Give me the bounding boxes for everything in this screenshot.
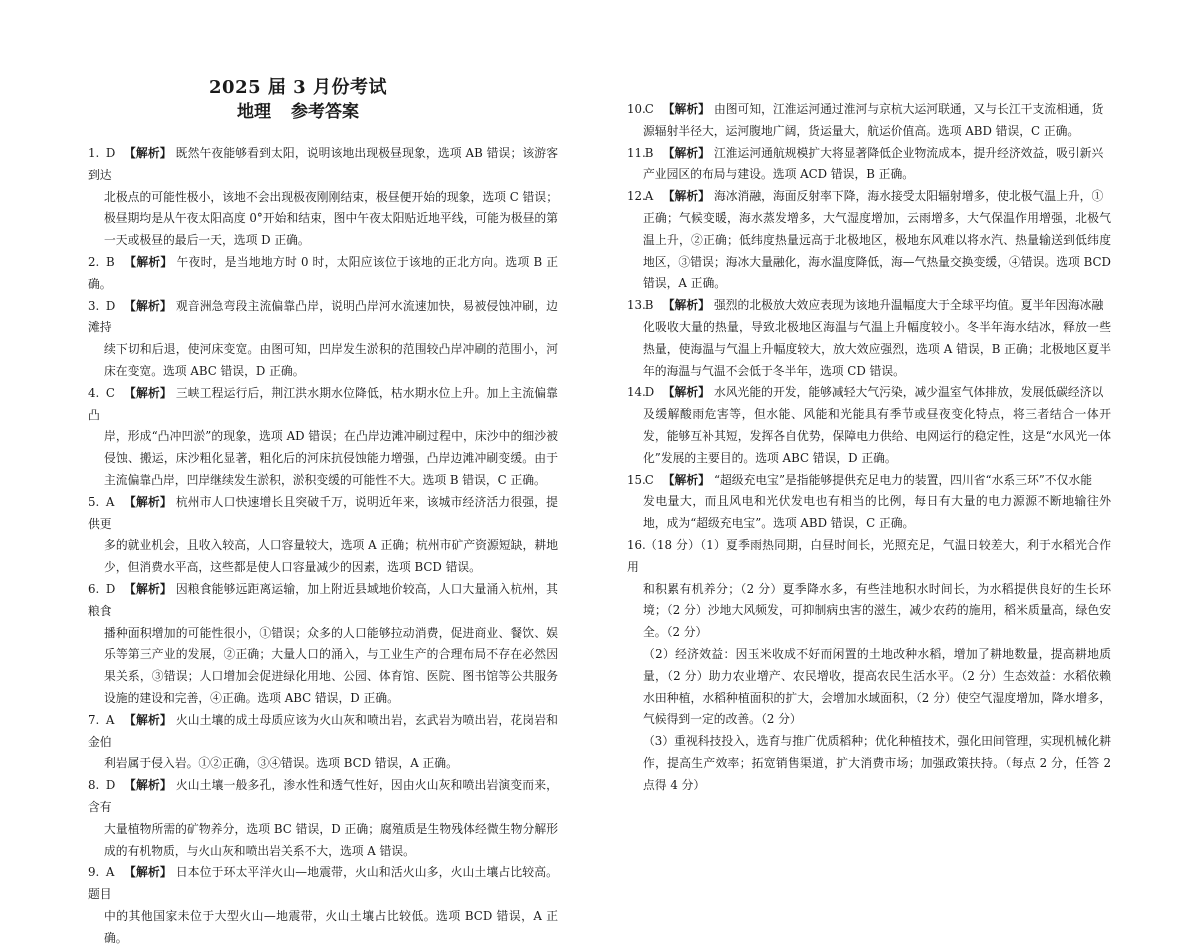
analysis-tag: 【解析】: [123, 581, 172, 596]
page-subtitle: 地理 参考答案: [237, 102, 359, 122]
answer-text-cont: 及缓解酸雨危害等，但水能、风能和光能具有季节或昼夜变化特点，将三者结合一体开发，能够互补其短，发挥各自优势，保障电力供给、电网运行的稳定性，这是“水风光一体化”发展的主要目的。选项 ABC 错误，D 正确。: [643, 407, 1111, 465]
answer-text-cont: 利岩属于侵入岩。①②正确，③④错误。选项 BCD 错误，A 正确。: [104, 756, 458, 771]
answer-number: 2.: [88, 254, 100, 269]
answer-number: 11.: [627, 145, 646, 160]
answer-text: 强烈的北极放大效应表现为该地升温幅度大于全球平均值。夏半年因海冰融: [713, 298, 1104, 313]
answer-number: 10.: [627, 102, 646, 116]
answer-letter: A: [105, 494, 115, 509]
answer-item-16: [627, 535, 1111, 644]
answer-item-3: [88, 296, 558, 383]
answer-item-9: [88, 862, 558, 949]
answers-right-column: [627, 99, 1111, 797]
analysis-tag: 【解析】: [123, 494, 172, 509]
answer-letter: B: [644, 145, 654, 160]
answer-letter: D: [644, 385, 655, 400]
answer-number: 9.: [88, 865, 100, 880]
answer-item-6: [88, 579, 558, 710]
answer-number: 15.: [627, 472, 646, 487]
answer-text: 由图可知，江淮运河通过淮河与京杭大运河联通，又与长江干支流相通，货: [713, 102, 1104, 116]
answer-item-15: [627, 470, 1111, 535]
answer-text: （18 分）（1）夏季雨热同期，白昼时间长，光照充足，气温日较差大，利于水稻光合作用: [627, 537, 1112, 574]
analysis-tag: 【解析】: [662, 472, 710, 487]
answer-text: 火山土壤的成土母质应该为火山灰和喷出岩，玄武岩为喷出岩，花岗岩和金伯: [88, 712, 558, 749]
answer-letter: D: [105, 146, 116, 160]
answer-text-cont: 正确；气候变暖，海水蒸发增多，大气湿度增加，云雨增多，大气保温作用增强，北极气温上升，②正确；低纬度热量远高于北极地区，极地东风难以将水汽、热量输送到低纬度地区，③错误；海冰大量融化，海水温度降低，海—气热量交换变缓，④错误。选项 BCD 错误，A 正确。: [643, 210, 1111, 291]
analysis-tag: 【解析】: [662, 385, 710, 400]
answer-text-cont: 产业园区的布局与建设。选项 ACD 错误，B 正确。: [643, 167, 915, 182]
answer-text-cont: 和积累有机养分；（2 分）夏季降水多，有些洼地积水时间长，为水稻提供良好的生长环境；（2 分）沙地大风频发，可抑制病虫害的滋生，减少农药的施用，稻米质量高，绿色安全。（2 分）: [643, 581, 1111, 640]
answer-text: 日本位于环太平洋火山—地震带，火山和活火山多，火山土壤占比较高。题目: [88, 865, 558, 902]
answer-text-cont: 续下切和后退，使河床变宽。由图可知，凹岸发生淤积的范围较凸岸冲刷的范围小，河床在变宽。选项 ABC 错误，D 正确。: [104, 342, 558, 378]
answer-text: “超级充电宝”是指能够提供充足电力的装置，四川省“水系三环”不仅水能: [713, 472, 1092, 487]
answer-letter: B: [644, 298, 654, 313]
answer-text-cont: 化吸收大量的热量，导致北极地区海温与气温上升幅度较小。冬半年海水结冰，释放一些热量，使海温与气温上升幅度较大，放大效应强烈，选项 A 错误，B 正确；北极地区夏半年的海温与气温不会低于冬半年，选项 CD 错误。: [643, 319, 1111, 378]
answer-text-cont: 岸，形成“凸冲凹淤”的现象，选项 AD 错误；在凸岸边滩冲刷过程中，床沙中的细沙被侵蚀、搬运，床沙粗化显著，粗化后的河床抗侵蚀能力增强，凸岸边滩冲刷变缓。由于主流偏靠凸岸，凹岸继续发生淤积，淤积变缓的可能性不大。选项 B 错误，C 正确。: [104, 429, 558, 487]
answer-item-13: [627, 295, 1111, 382]
analysis-tag: 【解析】: [662, 298, 710, 313]
answer-letter: A: [105, 865, 115, 880]
answer-text: 江淮运河通航规模扩大将显著降低企业物流成本，提升经济效益，吸引新兴: [713, 145, 1104, 160]
answer-number: 6.: [88, 581, 100, 596]
answer-number: 16.: [627, 537, 646, 552]
answer-text-cont: 多的就业机会，且收入较高，人口容量较大，选项 A 正确；杭州市矿产资源短缺，耕地少，但消费水平高，这些都是使人口容量减少的因素，选项 BCD 错误。: [104, 538, 558, 575]
answer-item-5: [88, 492, 558, 579]
answer-item-2: [88, 252, 558, 296]
answer-letter: C: [105, 385, 115, 400]
answer-number: 7.: [88, 712, 100, 727]
answer-text-cont: 发电量大，而且风电和光伏发电也有相当的比例，每日有大量的电力源源不断地输往外地，成为“超级充电宝”。选项 ABD 错误，C 正确。: [643, 494, 1111, 531]
page-title: 2025 届 3 月份考试: [209, 77, 387, 98]
answer-text-cont: 大量植物所需的矿物养分，选项 BC 错误，D 正确；腐殖质是生物残体经微生物分解形成的有机物质，与火山灰和喷出岩关系不大，选项 A 错误。: [104, 821, 558, 858]
answer-text: 观音洲急弯段主流偏靠凸岸，说明凸岸河水流速加快，易被侵蚀冲刷，边滩持: [88, 298, 558, 335]
answer-item-12: [627, 186, 1111, 295]
answer-item-4: [88, 383, 558, 492]
answer-letter: A: [644, 189, 654, 204]
analysis-tag: 【解析】: [662, 102, 710, 116]
analysis-tag: 【解析】: [123, 712, 172, 727]
analysis-tag: 【解析】: [662, 189, 710, 204]
answer-number: 12.: [627, 189, 646, 204]
analysis-tag: 【解析】: [662, 145, 710, 160]
answer-number: 1.: [88, 146, 100, 160]
answer-number: 13.: [627, 298, 646, 313]
answer-item-7: [88, 710, 558, 775]
answer-16-part-2: （2）经济效益：因玉米收成不好而闲置的土地改种水稻，增加了耕地数量，提高耕地质量，（2 分）助力农业增产、农民增收，提高农民生活水平。（2 分）生态效益：水稻依赖水田种植，水稻种植面积的扩大，会增加水域面积，（2 分）使空气湿度增加，降水增多，气候得到一定的改善。（2 分）: [643, 646, 1111, 727]
answer-letter: D: [105, 298, 116, 313]
answer-number: 3.: [88, 298, 100, 313]
answer-letter: D: [105, 778, 116, 793]
answer-letter: C: [644, 472, 654, 487]
answer-text: 午夜时，是当地地方时 0 时，太阳应该位于该地的正北方向。选项 B 正确。: [88, 254, 558, 291]
answer-number: 4.: [88, 385, 100, 400]
answer-text: 水风光能的开发，能够减轻大气污染，减少温室气体排放，发展低碳经济以: [713, 385, 1104, 400]
analysis-tag: 【解析】: [123, 146, 172, 160]
answer-text-cont: 北极点的可能性极小，该地不会出现极夜刚刚结束，极昼便开始的现象，选项 C 错误；极昼期均是从午夜太阳高度 0°开始和结束，图中午夜太阳贴近地平线，可能为极昼的第一天或极昼的最后一天，选项 D 正确。: [104, 189, 558, 248]
answer-text-cont: 源辐射半径大，运河腹地广阔，货运量大，航运价值高。选项 ABD 错误，C 正确。: [643, 123, 1080, 138]
answer-item-14: [627, 382, 1111, 469]
answer-number: 14.: [627, 385, 646, 400]
answer-text: 既然午夜能够看到太阳，说明该地出现极昼现象，选项 AB 错误；该游客到达: [88, 146, 558, 182]
answer-text: 因粮食能够远距离运输，加上附近县域地价较高，人口大量涌入杭州，其粮食: [88, 581, 558, 618]
answer-letter: A: [105, 712, 115, 727]
answer-text-cont: 中的其他国家未位于大型火山—地震带，火山土壤占比较低。选项 BCD 错误，A 正确。: [104, 908, 558, 945]
analysis-tag: 【解析】: [123, 778, 172, 793]
answer-number: 5.: [88, 494, 100, 509]
answer-text: 三峡工程运行后，荆江洪水期水位降低，枯水期水位上升。加上主流偏靠凸: [88, 385, 558, 422]
analysis-tag: 【解析】: [124, 254, 173, 269]
analysis-tag: 【解析】: [123, 298, 172, 313]
answer-text: 杭州市人口快速增长且突破千万，说明近年来，该城市经济活力很强，提供更: [88, 494, 558, 531]
analysis-tag: 【解析】: [123, 385, 172, 400]
answer-text-cont: 播种面积增加的可能性很小，①错误；众多的人口能够拉动消费，促进商业、餐饮、娱乐等第三产业的发展，②正确；大量人口的涌入，与工业生产的合理布局不存在必然因果关系，③错误；人口增加会促进绿化用地、公园、体育馆、医院、图书馆等公共服务设施的建设和完善，④正确。选项 ABC 错误，D 正确。: [104, 625, 558, 705]
answer-item-11: [627, 143, 1111, 187]
analysis-tag: 【解析】: [123, 865, 172, 880]
answer-number: 8.: [88, 778, 100, 793]
answer-item-8: [88, 775, 558, 862]
answer-item-10: [627, 99, 1111, 143]
answers-left-column: [88, 143, 558, 949]
answer-letter: C: [644, 102, 654, 116]
answer-text: 海冰消融，海面反射率下降，海水接受太阳辐射增多，使北极气温上升，①: [713, 189, 1104, 204]
answer-16-part-3: （3）重视科技投入，选育与推广优质稻种；优化种植技术，强化田间管理，实现机械化耕作，提高生产效率；拓宽销售渠道，扩大消费市场；加强政策扶持。（每点 2 分，任答 2 点得 4 分）: [643, 734, 1111, 792]
answer-letter: B: [106, 254, 115, 269]
answer-letter: D: [105, 581, 116, 596]
answer-item-1: [88, 143, 558, 252]
answer-text: 火山土壤一般多孔，渗水性和透气性好，因由火山灰和喷出岩演变而来，含有: [88, 778, 558, 814]
